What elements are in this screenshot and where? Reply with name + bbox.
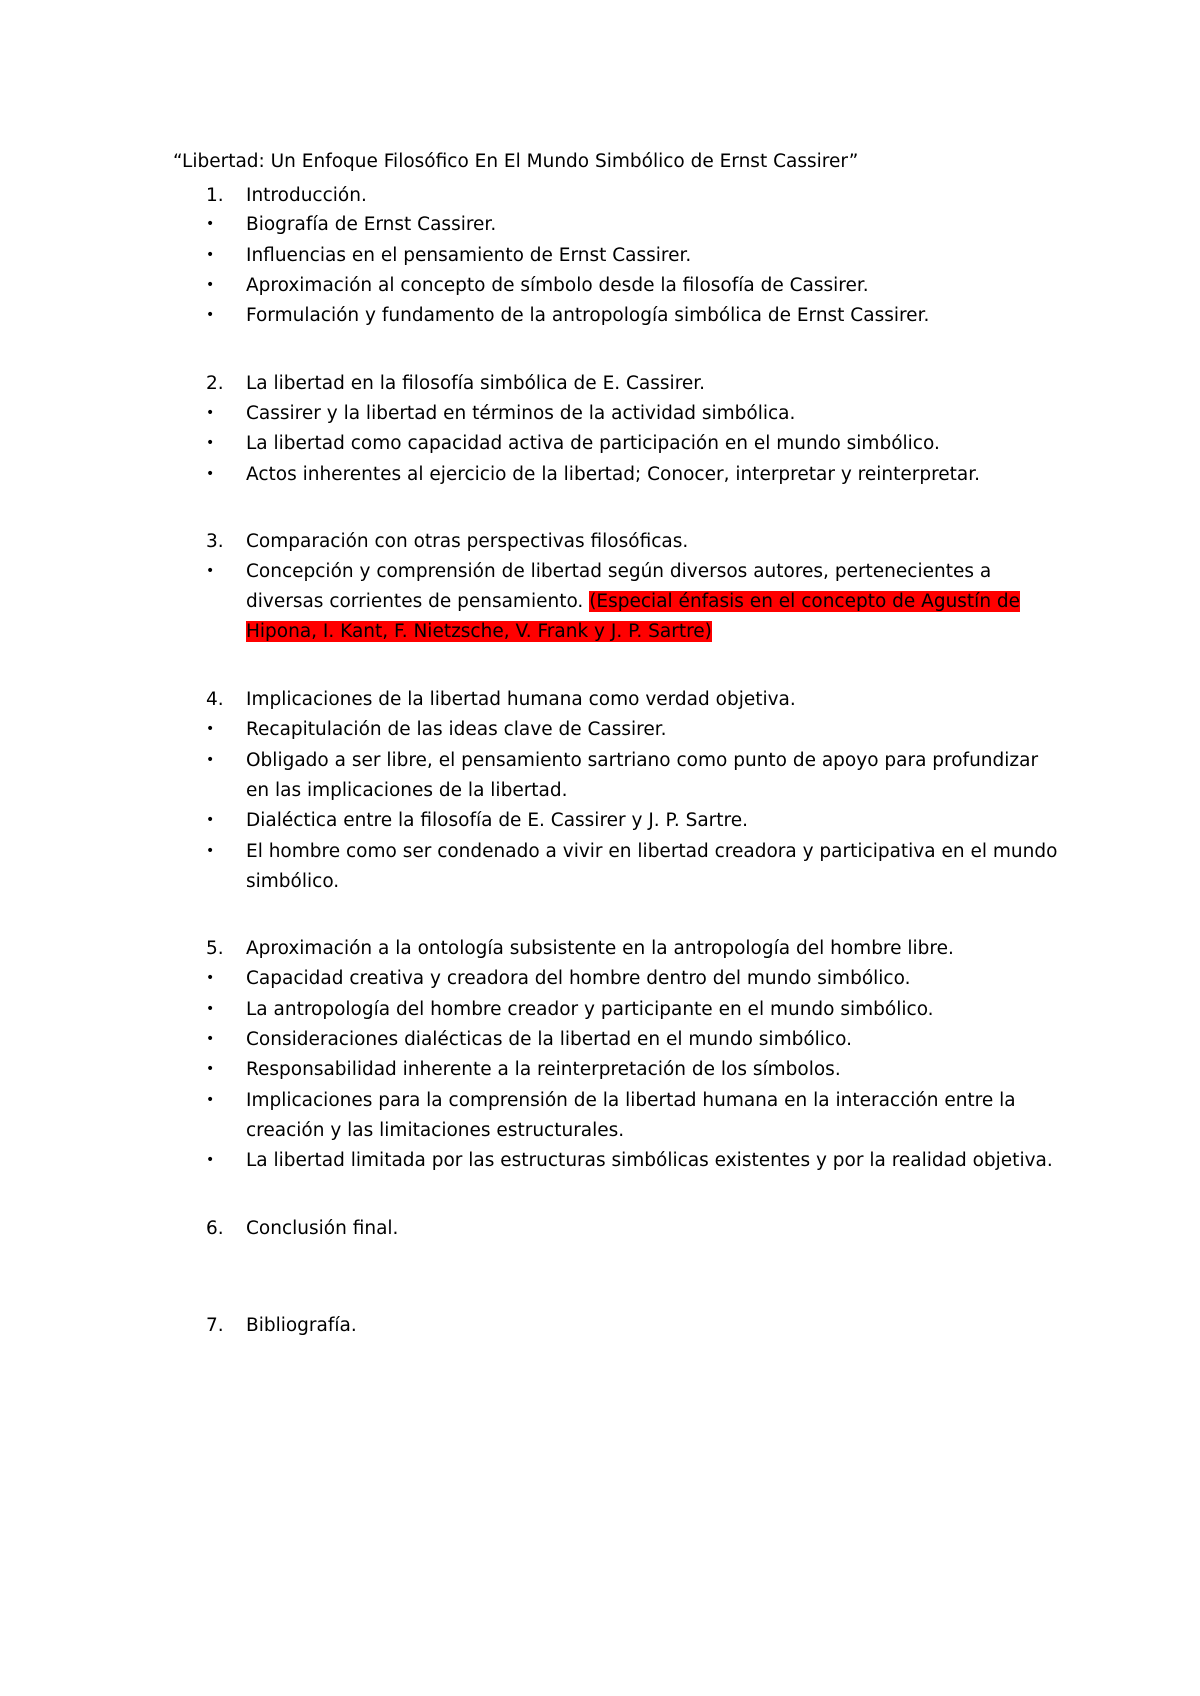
list-item: La libertad limitada por las estructuras simbólicas existentes y por la realidad objetiva. xyxy=(246,1150,1053,1171)
list-item: Capacidad creativa y creadora del hombre dentro del mundo simbólico. xyxy=(246,968,911,989)
section-heading: Conclusión final. xyxy=(246,1218,399,1239)
bullet-marker: • xyxy=(206,1031,215,1047)
highlighted-text: (Especial énfasis en el concepto de Agustín de xyxy=(589,591,1021,612)
bullet-marker: • xyxy=(206,812,215,828)
section-heading: Comparación con otras perspectivas filosóficas. xyxy=(246,531,689,552)
highlighted-text: Hipona, I. Kant, F. Nietzsche, V. Frank y J. P. Sartre) xyxy=(246,621,712,642)
list-item: Influencias en el pensamiento de Ernst Cassirer. xyxy=(246,245,692,266)
list-item: Obligado a ser libre, el pensamiento sartriano como punto de apoyo para profundizar xyxy=(246,750,1039,771)
bullet-marker: • xyxy=(206,405,215,421)
bullet-marker: • xyxy=(206,435,215,451)
bullet-marker: • xyxy=(206,843,215,859)
section-number: 5. xyxy=(206,938,224,959)
list-item: Concepción y comprensión de libertad según diversos autores, pertenecientes a xyxy=(246,561,992,582)
bullet-marker: • xyxy=(206,247,215,263)
section-number: 6. xyxy=(206,1218,224,1239)
section-heading: Aproximación a la ontología subsistente en la antropología del hombre libre. xyxy=(246,938,954,959)
bullet-marker: • xyxy=(206,970,215,986)
list-item: Actos inherentes al ejercicio de la libertad; Conocer, interpretar y reinterpretar. xyxy=(246,464,981,485)
list-item: La libertad como capacidad activa de participación en el mundo simbólico. xyxy=(246,433,940,454)
bullet-marker: • xyxy=(206,1092,215,1108)
bullet-marker: • xyxy=(206,563,215,579)
section-number: 7. xyxy=(206,1315,224,1336)
list-item: Responsabilidad inherente a la reinterpretación de los símbolos. xyxy=(246,1059,841,1080)
list-item: Recapitulación de las ideas clave de Cassirer. xyxy=(246,719,667,740)
section-number: 1. xyxy=(206,185,224,206)
list-item-continuation: creación y las limitaciones estructurales. xyxy=(246,1120,625,1141)
list-item: Aproximación al concepto de símbolo desde la filosofía de Cassirer. xyxy=(246,275,869,296)
list-item: Formulación y fundamento de la antropología simbólica de Ernst Cassirer. xyxy=(246,305,930,326)
section-number: 4. xyxy=(206,689,224,710)
list-item: El hombre como ser condenado a vivir en libertad creadora y participativa en el mundo xyxy=(246,841,1058,862)
section-heading: Introducción. xyxy=(246,185,367,206)
list-item-continuation xyxy=(246,616,712,647)
list-item: Dialéctica entre la filosofía de E. Cassirer y J. P. Sartre. xyxy=(246,810,748,831)
bullet-marker: • xyxy=(206,1152,215,1168)
list-item: Implicaciones para la comprensión de la libertad humana en la interacción entre la xyxy=(246,1090,1016,1111)
list-item-continuation xyxy=(246,586,1020,617)
list-item: Biografía de Ernst Cassirer. xyxy=(246,214,497,235)
bullet-marker: • xyxy=(206,1001,215,1017)
bullet-marker: • xyxy=(206,1061,215,1077)
section-heading: Bibliografía. xyxy=(246,1315,357,1336)
bullet-marker: • xyxy=(206,752,215,768)
bullet-marker: • xyxy=(206,721,215,737)
bullet-marker: • xyxy=(206,277,215,293)
list-item-continuation: en las implicaciones de la libertad. xyxy=(246,780,568,801)
list-item-continuation: simbólico. xyxy=(246,871,340,892)
section-number: 2. xyxy=(206,373,224,394)
section-heading: Implicaciones de la libertad humana como verdad objetiva. xyxy=(246,689,796,710)
list-item: Consideraciones dialécticas de la libertad en el mundo simbólico. xyxy=(246,1029,852,1050)
list-item: La antropología del hombre creador y participante en el mundo simbólico. xyxy=(246,999,934,1020)
list-item: Cassirer y la libertad en términos de la actividad simbólica. xyxy=(246,403,796,424)
bullet-marker: • xyxy=(206,216,215,232)
bullet-marker: • xyxy=(206,466,215,482)
section-heading: La libertad en la filosofía simbólica de E. Cassirer. xyxy=(246,373,706,394)
section-number: 3. xyxy=(206,531,224,552)
bullet-marker: • xyxy=(206,307,215,323)
document-title: “Libertad: Un Enfoque Filosófico En El Mundo Simbólico de Ernst Cassirer” xyxy=(173,151,859,172)
list-item-text: diversas corrientes de pensamiento. xyxy=(246,591,584,612)
